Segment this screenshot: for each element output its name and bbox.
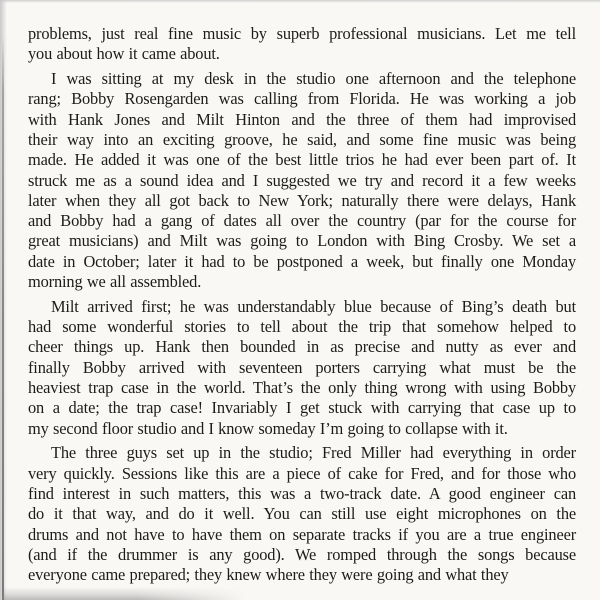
- scan-left-edge: [0, 0, 7, 600]
- text-line: had some wonderful stories to tell about the trip that somehow helped to: [28, 317, 576, 337]
- text-line: finally Bobby arrived with seventeen porters carrying what must be the: [28, 357, 576, 377]
- text-line: everyone came prepared; they knew where they were going and what they: [28, 565, 509, 585]
- text-line: morning we all assembled.: [28, 272, 202, 292]
- text-line: my second floor studio and I know someday I’m going to collapse with it.: [28, 418, 508, 438]
- text-line: on a date; the trap case! Invariably I get stuck with carrying that case up to: [28, 398, 576, 418]
- scan-bottom-shadow: [4, 587, 246, 600]
- paragraph: [28, 443, 576, 585]
- text-line: find interest in such matters, this was a two-track date. A good engineer can: [28, 484, 576, 504]
- text-line: made. He added it was one of the best little trios he had ever been part of. It: [28, 150, 576, 170]
- text-line: you about how it came about.: [28, 44, 220, 64]
- text-line: heaviest trap case in the world. That’s the only thing wrong with using Bobby: [28, 378, 576, 398]
- liner-notes-text: [28, 24, 576, 586]
- text-line: The three guys set up in the studio; Fred Miller had everything in order: [51, 443, 576, 463]
- text-line: rang; Bobby Rosengarden was calling from Florida. He was working a job: [28, 89, 576, 109]
- scan-left-edge-line: [2, 36, 4, 600]
- paragraph: [28, 69, 576, 292]
- text-line: great musicians) and Milt was going to London with Bing Crosby. We set a: [28, 231, 576, 251]
- scan-top-edge: [0, 0, 600, 3]
- paragraph: [28, 24, 576, 65]
- text-line: Milt arrived first; he was understandably blue because of Bing’s death but: [51, 296, 576, 316]
- text-line: date in October; later it had to be postponed a week, but finally one Monday: [28, 251, 576, 271]
- text-line: very quickly. Sessions like this are a piece of cake for Fred, and for those who: [28, 463, 576, 483]
- text-line: do it that way, and do it well. You can still use eight microphones on the: [28, 504, 576, 524]
- text-line: cheer things up. Hank then bounded in as precise and nutty as ever and: [28, 337, 576, 357]
- text-line: later when they all got back to New York; naturally there were delays, Hank: [28, 190, 576, 210]
- text-line: with Hank Jones and Milt Hinton and the three of them had improvised: [28, 109, 576, 129]
- text-line: their way into an exciting groove, he said, and some fine music was being: [28, 129, 576, 149]
- text-line: I was sitting at my desk in the studio one afternoon and the telephone: [51, 69, 576, 89]
- text-line: struck me as a sound idea and I suggested we try and record it a few weeks: [28, 170, 576, 190]
- text-line: drums and not have to have them on separate tracks if you are a true engineer: [28, 524, 576, 544]
- text-line: problems, just real fine music by superb professional musicians. Let me tell: [28, 24, 576, 43]
- paragraph: [28, 297, 576, 439]
- text-line: and Bobby had a gang of dates all over the country (par for the course for: [28, 211, 576, 231]
- text-line: (and if the drummer is any good). We romped through the songs because: [28, 544, 576, 564]
